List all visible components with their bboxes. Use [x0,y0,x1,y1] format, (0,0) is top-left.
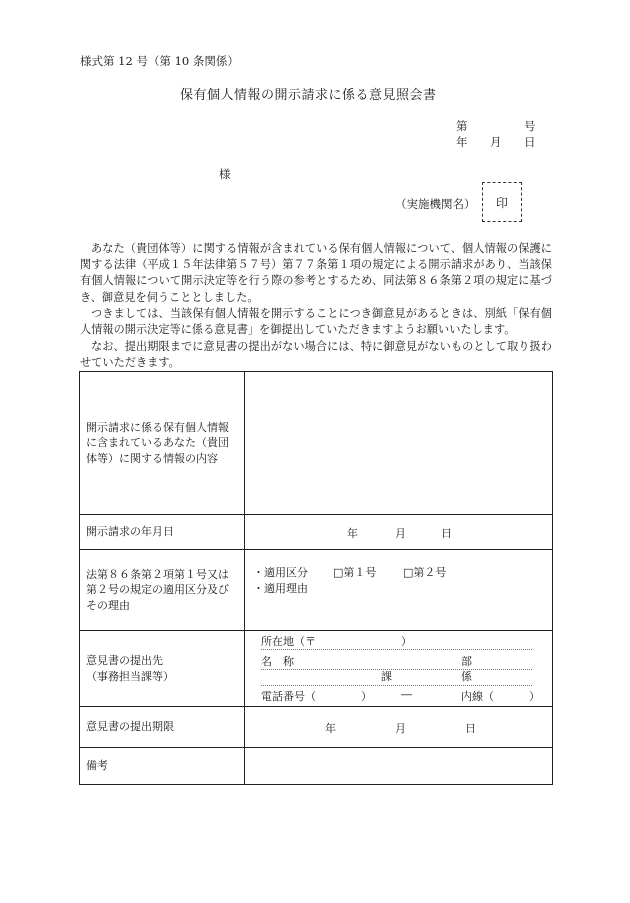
row-destination-label: 意見書の提出先 （事務担当課等） [80,631,245,707]
row-category-label: 法第８６条第２項第１号又は第２号の規定の適用区分及びその理由 [80,550,245,631]
seal-text: 印 [495,195,508,210]
row-application-category [80,550,553,631]
addressee-suffix: 様 [219,167,231,181]
category-field: ・適用区分 □第１号 □第２号 ・適用理由 [245,550,553,631]
request-date-field[interactable]: 年 月 日 [245,515,553,550]
row-remarks-label: 備考 [80,748,245,785]
row-information-content [80,372,553,515]
row-deadline-label: 意見書の提出期限 [80,707,245,748]
row-request-date-label: 開示請求の年月日 [80,515,245,550]
agency-label: （実施機関名） [395,197,476,211]
row-information-label: 開示請求に係る保有個人情報に含まれているあなた（貴団体等）に関する情報の内容 [80,372,245,515]
row-remarks [80,748,553,785]
row-submission-destination [80,631,553,707]
seal-box [482,182,522,222]
form-number: 様式第 12 号（第 10 条関係） [80,54,239,68]
doc-number-suffix: 号 [524,119,536,133]
row-request-date [80,515,553,550]
inquiry-table [79,371,553,785]
remarks-field[interactable] [245,748,553,785]
date-day: 日 [524,135,536,149]
destination-field[interactable]: 所在地（〒 ） 名 称 部 課 係 電話番号（ ） ― 内線（ ） [245,631,553,707]
option-1-checkbox[interactable]: □第１号 [333,566,377,579]
document-title: 保有個人情報の開示請求に係る意見照会書 [180,88,437,103]
body-paragraph-3: なお、提出期限までに意見書の提出がない場合には、特に御意見がないものとして取り扱わせていただきます。 [80,340,552,370]
row-submission-deadline [80,707,553,748]
deadline-field[interactable]: 年 月 日 [245,707,553,748]
body-paragraph-1: あなた（貴団体等）に関する情報が含まれている保有個人情報について、個人情報の保護に関する法律（平成１５年法律第５７号）第７７条第１項の規定による開示請求があり、当該保有個人情報について開示決定等を行う際の参考とするため、同法第８６条第２項の規定に基づき、御意見を伺うこととしました。 [80,242,552,304]
doc-number-prefix: 第 [456,119,468,133]
date-month: 月 [490,135,502,149]
body-paragraph-2: つきましては、当該保有個人情報を開示することにつき御意見があるときは、別紙「保有個人情報の開示決定等に係る意見書」を御提出していただきますようお願いいたします。 [80,307,552,337]
date-year: 年 [456,135,468,149]
information-content-field[interactable] [245,372,553,515]
option-2-checkbox[interactable]: □第２号 [403,566,447,579]
